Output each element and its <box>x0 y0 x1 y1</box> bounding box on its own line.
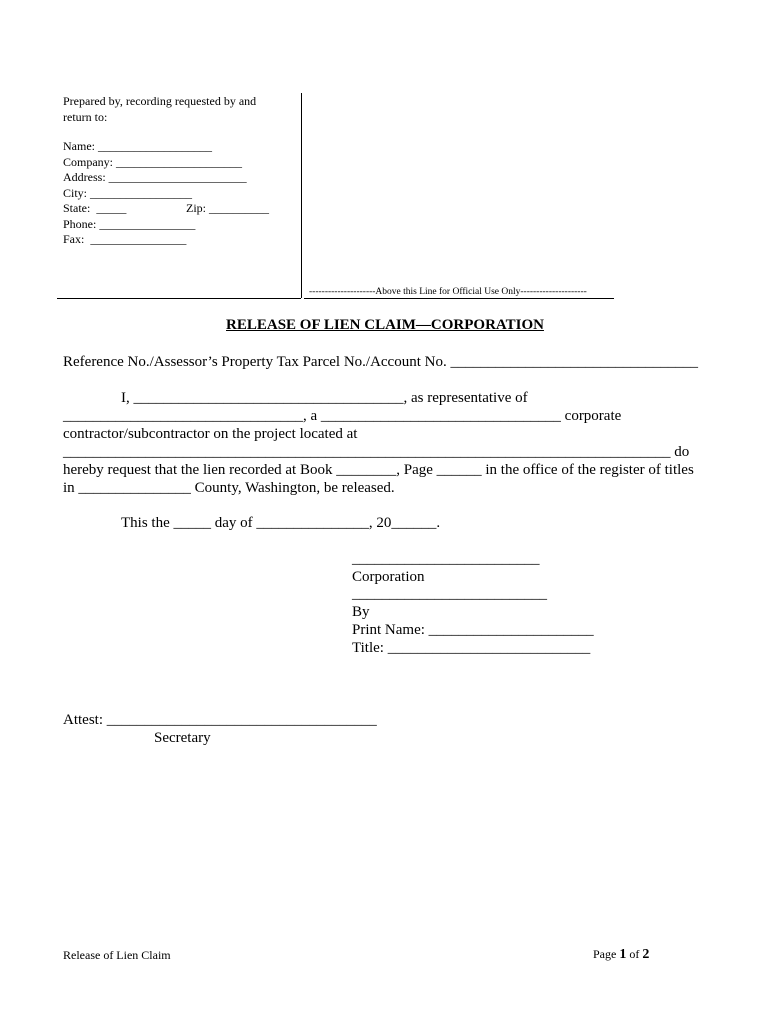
company-field[interactable]: Company: _____________________ <box>63 155 242 169</box>
body-line-4[interactable]: _________________________________________________________________________________ do <box>63 444 690 460</box>
footer-document-name: Release of Lien Claim <box>63 948 171 962</box>
print-name-field[interactable]: Print Name: ______________________ <box>352 622 594 638</box>
body-line-2[interactable]: ________________________________, a ________________________________ corporate <box>63 408 622 424</box>
name-field[interactable]: Name: ___________________ <box>63 139 212 153</box>
official-use-label: ---------------------Above this Line for Official Use Only--------------------- <box>309 287 587 297</box>
address-field[interactable]: Address: _______________________ <box>63 170 247 184</box>
header-divider-right <box>304 298 614 299</box>
page-word: Page <box>593 947 617 961</box>
footer-page-number <box>593 947 649 963</box>
signature-line-by[interactable]: __________________________ <box>352 586 547 602</box>
page-current: 1 <box>619 947 627 962</box>
document-title: RELEASE OF LIEN CLAIM—CORPORATION <box>226 317 544 333</box>
corporation-label: Corporation <box>352 569 425 585</box>
header-divider-left <box>57 298 301 299</box>
of-word: of <box>629 947 640 961</box>
body-line-5[interactable]: hereby request that the lien recorded at Book ________, Page ______ in the office of the register of titles <box>63 462 694 478</box>
reference-line[interactable]: Reference No./Assessor’s Property Tax Parcel No./Account No. _________________________________ <box>63 354 698 370</box>
phone-field[interactable]: Phone: ________________ <box>63 217 196 231</box>
header-divider-vertical <box>301 93 302 298</box>
state-field[interactable]: State: _____ <box>63 201 127 215</box>
body-line-3: contractor/subcontractor on the project located at <box>63 426 358 442</box>
signature-line-corporation[interactable]: _________________________ <box>352 551 540 567</box>
prepared-by-intro: Prepared by, recording requested by and return to: <box>63 94 257 124</box>
secretary-label: Secretary <box>154 730 211 746</box>
page-total: 2 <box>642 947 650 962</box>
title-field[interactable]: Title: ___________________________ <box>352 640 591 656</box>
fax-field[interactable]: Fax: ________________ <box>63 232 187 246</box>
date-line[interactable]: This the _____ day of _______________, 20______. <box>121 515 441 531</box>
by-label: By <box>352 604 370 620</box>
attest-line[interactable]: Attest: ____________________________________ <box>63 712 377 728</box>
city-field[interactable]: City: _________________ <box>63 186 193 200</box>
body-line-1[interactable]: I, ____________________________________, as representative of <box>121 390 528 406</box>
body-line-6[interactable]: in _______________ County, Washington, be released. <box>63 480 395 496</box>
zip-field[interactable]: Zip: __________ <box>186 201 269 215</box>
